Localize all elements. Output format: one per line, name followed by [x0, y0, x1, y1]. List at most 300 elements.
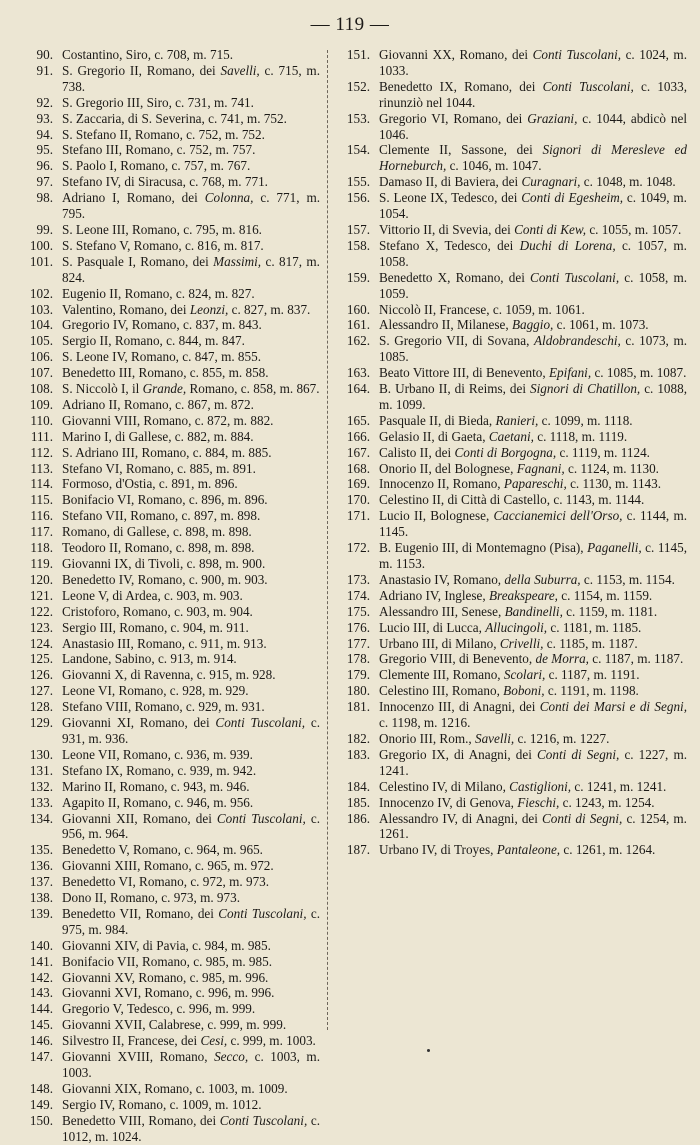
entry-text-segment: c. 1119, m. 1124.	[556, 444, 650, 460]
entry-text	[62, 254, 320, 286]
entry-text-segment: Vittorio II, di Svevia, dei	[379, 221, 515, 237]
list-item	[22, 954, 320, 970]
entry-number: 141.	[29, 953, 53, 969]
entry-text-segment: Anastasio IV, Romano,	[379, 571, 505, 587]
list-item	[339, 540, 687, 572]
list-item	[22, 397, 320, 413]
entry-text-segment: Giovanni X, di Ravenna, c. 915, m. 928.	[62, 667, 276, 683]
entry-number: 164.	[346, 381, 370, 397]
entry-text	[62, 63, 320, 95]
list-item	[22, 429, 320, 445]
entry-text	[62, 938, 320, 954]
list-item	[339, 842, 687, 858]
entry-number: 121.	[29, 587, 53, 603]
list-item	[22, 1033, 320, 1049]
entry-text	[379, 508, 687, 540]
entry-text	[379, 142, 687, 174]
entry-text-segment: Giovanni XVIII, Romano,	[62, 1049, 215, 1065]
entry-text-segment: S. Zaccaria, di S. Severina, c. 741, m. 752.	[62, 110, 287, 126]
entry-number: 184.	[346, 778, 370, 794]
right-column	[339, 47, 687, 858]
entry-number: 106.	[29, 349, 53, 365]
entry-text-segment: Stefano III, Romano, c. 752, m. 757.	[62, 142, 256, 158]
entry-text	[62, 1113, 320, 1145]
list-item	[22, 254, 320, 286]
entry-text	[62, 604, 320, 620]
entry-text-segment: Romano, di Gallese, c. 898, m. 898.	[62, 524, 252, 540]
entry-number: 91.	[36, 62, 53, 78]
list-item	[22, 779, 320, 795]
entry-text-segment: Celestino IV, di Milano,	[379, 778, 510, 794]
entry-text-segment: c. 1024, m. 1033.	[379, 47, 687, 78]
list-item	[339, 604, 687, 620]
list-item	[22, 588, 320, 604]
entry-text	[62, 572, 320, 588]
family-name-italic: Savelli,	[220, 62, 260, 78]
entry-text-segment: Benedetto III, Romano, c. 855, m. 858.	[62, 365, 269, 381]
entry-number: 156.	[346, 190, 370, 206]
page-number-header: — 119 —	[310, 14, 390, 35]
list-item	[339, 381, 687, 413]
entry-number: 93.	[36, 110, 53, 126]
entry-number: 90.	[36, 47, 53, 62]
entry-text-segment: Alessandro IV, di Anagni, dei	[379, 810, 543, 826]
entry-number: 187.	[346, 842, 370, 858]
entry-number: 115.	[30, 492, 53, 508]
entry-text-segment: Urbano IV, di Troyes,	[379, 842, 497, 858]
entry-number: 179.	[346, 667, 370, 683]
entry-text-segment: c. 1254, m. 1261.	[379, 810, 687, 842]
family-name-italic: Signori di Meresleve ed Horneburch,	[379, 142, 687, 174]
entry-text-segment: S. Gregorio VII, di Sovana,	[379, 333, 534, 349]
entry-text-segment: Dono II, Romano, c. 973, m. 973.	[62, 890, 241, 906]
family-name-italic: Pantaleone,	[496, 842, 561, 858]
entry-text	[62, 95, 320, 111]
entry-text-segment: c. 1099, m. 1118.	[538, 412, 633, 428]
list-item	[22, 906, 320, 938]
entry-text	[379, 811, 687, 843]
list-item	[22, 95, 320, 111]
list-item	[22, 715, 320, 747]
entry-text	[379, 445, 687, 461]
entry-text	[62, 47, 320, 63]
entry-text	[62, 174, 320, 190]
entry-number: 134.	[29, 810, 53, 826]
entry-text-segment: Benedetto VIII, Romano, dei	[62, 1112, 220, 1128]
entry-text	[379, 795, 687, 811]
entry-text-segment: c. 1073, m. 1085.	[379, 333, 687, 365]
family-name-italic: Cesi,	[200, 1033, 228, 1049]
entry-text	[379, 572, 687, 588]
list-item	[339, 508, 687, 540]
entry-text	[62, 954, 320, 970]
entry-text-segment: S. Leone IX, Tedesco, dei	[379, 190, 522, 206]
family-name-italic: Conti Tuscolani,	[218, 905, 307, 921]
entry-text-segment: Lucio II, Bolognese,	[379, 508, 494, 524]
family-name-italic: Papareschi,	[503, 476, 567, 492]
list-item	[339, 238, 687, 270]
entry-number: 135.	[29, 842, 53, 858]
entry-text-segment: Giovanni IX, di Tivoli, c. 898, m. 900.	[62, 556, 266, 571]
entry-text-segment: c. 1243, m. 1254.	[559, 794, 655, 810]
list-item	[22, 811, 320, 843]
family-name-italic: Epifani,	[549, 365, 592, 381]
entry-text-segment: c. 1033, rinunziò nel 1044.	[379, 78, 687, 110]
column-divider	[327, 50, 329, 1030]
entry-number: 172.	[346, 540, 370, 556]
list-item	[339, 461, 687, 477]
entry-number: 168.	[346, 460, 370, 476]
entry-text	[62, 620, 320, 636]
entry-text	[379, 588, 687, 604]
entry-text	[62, 317, 320, 333]
entry-text-segment: c. 1049, m. 1054.	[379, 190, 687, 222]
entry-text-segment: Gregorio V, Tedesco, c. 996, m. 999.	[62, 1001, 256, 1017]
entry-text	[379, 238, 687, 270]
entry-number: 146.	[29, 1033, 53, 1049]
entry-text	[62, 1033, 320, 1049]
family-name-italic: Secco,	[214, 1049, 249, 1065]
list-item	[339, 779, 687, 795]
entry-number: 136.	[29, 858, 53, 874]
list-item	[22, 158, 320, 174]
list-item	[22, 111, 320, 127]
entry-text-segment: c. 1012, m. 1024.	[62, 1112, 321, 1144]
entry-number: 138.	[29, 890, 53, 906]
entry-text	[379, 365, 687, 381]
entry-text-segment: S. Leone IV, Romano, c. 847, m. 855.	[62, 349, 262, 365]
entry-number: 117.	[30, 524, 53, 540]
list-item	[22, 445, 320, 461]
entry-text	[379, 476, 687, 492]
entry-text	[62, 397, 320, 413]
list-item	[339, 795, 687, 811]
list-item	[339, 699, 687, 731]
list-item	[339, 333, 687, 365]
entry-text-segment: Leone VI, Romano, c. 928, m. 929.	[62, 683, 249, 699]
entry-number: 92.	[36, 94, 53, 110]
entry-text-segment: Giovanni VIII, Romano, c. 872, m. 882.	[62, 412, 274, 428]
entry-text-segment: Sergio III, Romano, c. 904, m. 911.	[62, 619, 249, 635]
family-name-italic: Conti dei Marsi e di Segni,	[539, 699, 688, 715]
list-item	[22, 890, 320, 906]
entry-number: 108.	[29, 381, 53, 397]
list-item	[22, 938, 320, 954]
entry-number: 157.	[346, 221, 370, 237]
entry-text	[62, 349, 320, 365]
entry-text-segment: c. 1187, m. 1187.	[588, 651, 684, 667]
entry-text	[62, 238, 320, 254]
entry-text-segment: c. 1198, m. 1216.	[379, 715, 471, 731]
entry-text-segment: Benedetto IX, Romano, dei	[379, 78, 543, 94]
entry-number: 124.	[29, 635, 53, 651]
entry-text	[62, 795, 320, 811]
list-item	[339, 317, 687, 333]
entry-text-segment: c. 1003, m. 1003.	[62, 1049, 320, 1080]
entry-number: 143.	[29, 985, 53, 1001]
entry-text-segment: c. 827, m. 837.	[228, 301, 311, 317]
entry-text-segment: Calisto II, dei	[379, 444, 455, 460]
entry-text	[62, 476, 320, 492]
entry-number: 180.	[346, 683, 370, 699]
entry-text-segment: c. 1185, m. 1187.	[543, 635, 638, 651]
entry-number: 175.	[346, 603, 370, 619]
entry-text	[62, 906, 320, 938]
entry-number: 176.	[346, 619, 370, 635]
entry-text	[62, 890, 320, 906]
entry-text	[379, 779, 687, 795]
family-name-italic: Allucingoli,	[485, 619, 548, 635]
entry-text-segment: Benedetto V, Romano, c. 964, m. 965.	[62, 842, 263, 858]
family-name-italic: Aldobrandeschi,	[534, 333, 621, 349]
entry-text-segment: Stefano IV, di Siracusa, c. 768, m. 771.	[62, 174, 268, 190]
list-item	[339, 811, 687, 843]
entry-text-segment: c. 771, m. 795.	[62, 190, 320, 222]
family-name-italic: Baggio,	[511, 317, 554, 333]
entry-text-segment: Onorio II, del Bolognese,	[379, 460, 517, 476]
entry-text	[62, 858, 320, 874]
entry-number: 165.	[346, 412, 370, 428]
entry-number: 96.	[36, 158, 53, 174]
entry-text-segment: Sergio II, Romano, c. 844, m. 847.	[62, 333, 245, 349]
list-item	[22, 874, 320, 890]
entry-number: 153.	[346, 110, 370, 126]
entry-text-segment: Formoso, d'Ostia, c. 891, m. 896.	[62, 476, 238, 492]
family-name-italic: Breakspeare,	[489, 587, 558, 603]
list-item	[22, 540, 320, 556]
entry-number: 119.	[30, 556, 53, 571]
ink-speck	[427, 1049, 430, 1052]
entry-text-segment: Giovanni XI, Romano, dei	[62, 715, 216, 731]
entry-text-segment: Eugenio II, Romano, c. 824, m. 827.	[62, 285, 255, 301]
list-item	[339, 302, 687, 318]
entry-number: 185.	[346, 794, 370, 810]
list-item	[22, 524, 320, 540]
entry-number: 120.	[29, 571, 53, 587]
entry-number: 131.	[29, 762, 53, 778]
entry-text-segment: c. 1088, m. 1099.	[379, 381, 688, 412]
entry-text	[62, 365, 320, 381]
entry-text	[62, 127, 320, 143]
list-item	[22, 413, 320, 429]
family-name-italic: Conti Tuscolani,	[219, 1112, 308, 1128]
entry-text-segment: Stefano VIII, Romano, c. 929, m. 931.	[62, 699, 265, 715]
entry-text	[379, 302, 687, 318]
left-column	[22, 47, 320, 1145]
entry-text-segment: c. 931, m. 936.	[62, 715, 321, 746]
entry-text	[62, 1001, 320, 1017]
list-item	[22, 1017, 320, 1033]
list-item	[339, 413, 687, 429]
entry-text-segment: c. 1085, m. 1087.	[591, 365, 687, 381]
entry-text	[62, 1097, 320, 1113]
entry-text	[62, 667, 320, 683]
entry-number: 127.	[29, 683, 53, 699]
entry-number: 186.	[346, 810, 370, 826]
family-name-italic: della Suburra,	[504, 571, 581, 587]
entry-text-segment: Stefano IX, Romano, c. 939, m. 942.	[62, 762, 257, 778]
entry-text-segment: Lucio III, di Lucca,	[379, 619, 486, 635]
list-item	[22, 1049, 320, 1081]
list-item	[22, 651, 320, 667]
entry-text-segment: c. 1241, m. 1241.	[571, 778, 667, 794]
entry-text	[379, 461, 687, 477]
list-item	[22, 317, 320, 333]
entry-text-segment: Adriano II, Romano, c. 867, m. 872.	[62, 396, 254, 412]
entry-text	[379, 699, 687, 731]
family-name-italic: Leonzi,	[189, 301, 229, 317]
entry-text-segment: Celestino III, Romano,	[379, 683, 504, 699]
entry-text-segment: S. Paolo I, Romano, c. 757, m. 767.	[62, 158, 251, 174]
list-item	[22, 858, 320, 874]
entry-text	[379, 222, 687, 238]
entry-number: 114.	[30, 476, 53, 492]
entry-text-segment: Giovanni XIV, di Pavia, c. 984, m. 985.	[62, 937, 271, 953]
entry-text-segment: Giovanni XVII, Calabrese, c. 999, m. 999.	[62, 1017, 287, 1033]
entry-text	[62, 429, 320, 445]
entry-text-segment: c. 1227, m. 1241.	[379, 746, 687, 778]
entry-text-segment: c. 715, m. 738.	[62, 62, 320, 94]
entry-text-segment: c. 1191, m. 1198.	[544, 683, 639, 699]
entry-number: 150.	[29, 1112, 53, 1128]
entry-text-segment: Valentino, Romano, dei	[62, 301, 190, 317]
family-name-italic: Caetani,	[488, 428, 534, 444]
family-name-italic: Graziani,	[527, 110, 578, 126]
entry-number: 167.	[346, 444, 370, 460]
entry-number: 177.	[346, 635, 370, 651]
entry-text	[379, 111, 687, 143]
list-item	[22, 795, 320, 811]
list-item	[339, 47, 687, 79]
entry-text-segment: B. Eugenio III, di Montemagno (Pisa),	[379, 540, 588, 556]
entry-text	[62, 302, 320, 318]
entry-text	[379, 333, 687, 365]
entry-number: 123.	[29, 619, 53, 635]
entry-number: 130.	[29, 746, 53, 762]
entry-number: 99.	[36, 221, 53, 237]
entry-text-segment: Onorio III, Rom.,	[379, 730, 475, 746]
list-item	[22, 667, 320, 683]
family-name-italic: Fagnani,	[516, 460, 565, 476]
list-item	[339, 174, 687, 190]
entry-text	[379, 667, 687, 683]
family-name-italic: Massimi,	[213, 253, 262, 269]
entry-text-segment: c. 1154, m. 1159.	[557, 587, 653, 603]
entry-number: 151.	[346, 47, 370, 62]
entry-text-segment: Giovanni XX, Romano, dei	[379, 47, 533, 62]
list-item	[339, 651, 687, 667]
entry-text-segment: Benedetto IV, Romano, c. 900, m. 903.	[62, 571, 268, 587]
entry-text-segment: Landone, Sabino, c. 913, m. 914.	[62, 651, 237, 667]
entry-text-segment: c. 1044, abdicò nel 1046.	[379, 110, 687, 142]
entry-text-segment: S. Gregorio II, Romano, dei	[62, 62, 221, 78]
entry-text-segment: Marino I, di Gallese, c. 882, m. 884.	[62, 428, 254, 444]
entry-number: 160.	[346, 301, 370, 317]
entry-text	[379, 540, 687, 572]
family-name-italic: Duchi di Lorena,	[519, 237, 616, 253]
entry-text	[379, 683, 687, 699]
entry-text-segment: c. 1153, m. 1154.	[580, 571, 675, 587]
family-name-italic: Conti Tuscolani,	[216, 810, 306, 826]
entry-text	[62, 540, 320, 556]
list-item	[22, 381, 320, 397]
list-item	[339, 142, 687, 174]
entry-text	[62, 715, 320, 747]
entry-text-segment: Silvestro II, Francese, dei	[62, 1033, 201, 1049]
entry-text-segment: S. Adriano III, Romano, c. 884, m. 885.	[62, 444, 272, 460]
list-item	[22, 620, 320, 636]
entry-text-segment: S. Pasquale I, Romano, dei	[62, 253, 214, 269]
list-item	[22, 238, 320, 254]
entry-text-segment: c. 1181, m. 1185.	[547, 619, 642, 635]
entry-number: 158.	[346, 237, 370, 253]
list-item	[22, 970, 320, 986]
entry-text	[62, 492, 320, 508]
entry-text-segment: Urbano III, di Milano,	[379, 635, 500, 651]
entry-text-segment: Benedetto VII, Romano, dei	[62, 905, 219, 921]
entry-text	[379, 381, 687, 413]
entry-text-segment: Innocenzo II, Romano,	[379, 476, 504, 492]
family-name-italic: Boboni,	[503, 683, 545, 699]
list-item	[339, 270, 687, 302]
entry-text-segment: Giovanni XVI, Romano, c. 996, m. 996.	[62, 985, 275, 1001]
entry-text	[62, 111, 320, 127]
entry-number: 102.	[29, 285, 53, 301]
entry-text	[62, 222, 320, 238]
entry-number: 149.	[29, 1096, 53, 1112]
family-name-italic: Conti di Egesheim,	[521, 190, 624, 206]
entry-text	[379, 604, 687, 620]
entry-number: 105.	[29, 333, 53, 349]
entry-text	[62, 970, 320, 986]
entry-number: 140.	[29, 937, 53, 953]
entry-text	[379, 651, 687, 667]
entry-text	[62, 556, 320, 572]
list-item	[22, 127, 320, 143]
list-item	[22, 1001, 320, 1017]
entry-text	[62, 413, 320, 429]
entry-number: 148.	[29, 1080, 53, 1096]
entry-text-segment: Stefano X, Tedesco, dei	[379, 237, 520, 253]
entry-text	[62, 811, 320, 843]
list-item	[22, 174, 320, 190]
entry-text	[62, 333, 320, 349]
entry-text-segment: Gelasio II, di Gaeta,	[379, 428, 489, 444]
entry-text-segment: Giovanni XIX, Romano, c. 1003, m. 1009.	[62, 1080, 288, 1096]
list-item	[22, 683, 320, 699]
list-item	[22, 1113, 320, 1145]
entry-text-segment: c. 1187, m. 1191.	[545, 667, 640, 683]
entry-text-segment: c. 1130, m. 1143.	[566, 476, 662, 492]
entry-text	[62, 763, 320, 779]
entry-text	[62, 651, 320, 667]
family-name-italic: Bandinelli,	[504, 603, 563, 619]
entry-text-segment: Teodoro II, Romano, c. 898, m. 898.	[62, 540, 255, 556]
family-name-italic: Conti di Kew,	[514, 221, 587, 237]
list-item	[22, 508, 320, 524]
entry-text-segment: c. 1159, m. 1181.	[562, 603, 658, 619]
entry-text-segment: Stefano VII, Romano, c. 897, m. 898.	[62, 508, 261, 524]
entry-number: 104.	[29, 317, 53, 333]
list-item	[339, 445, 687, 461]
entry-number: 166.	[346, 428, 370, 444]
entry-text-segment: S. Gregorio III, Siro, c. 731, m. 741.	[62, 94, 254, 110]
entry-number: 112.	[30, 444, 53, 460]
list-item	[339, 636, 687, 652]
entry-number: 126.	[29, 667, 53, 683]
entry-text-segment: Stefano VI, Romano, c. 885, m. 891.	[62, 460, 256, 476]
entry-text-segment: Anastasio III, Romano, c. 911, m. 913.	[62, 635, 267, 651]
